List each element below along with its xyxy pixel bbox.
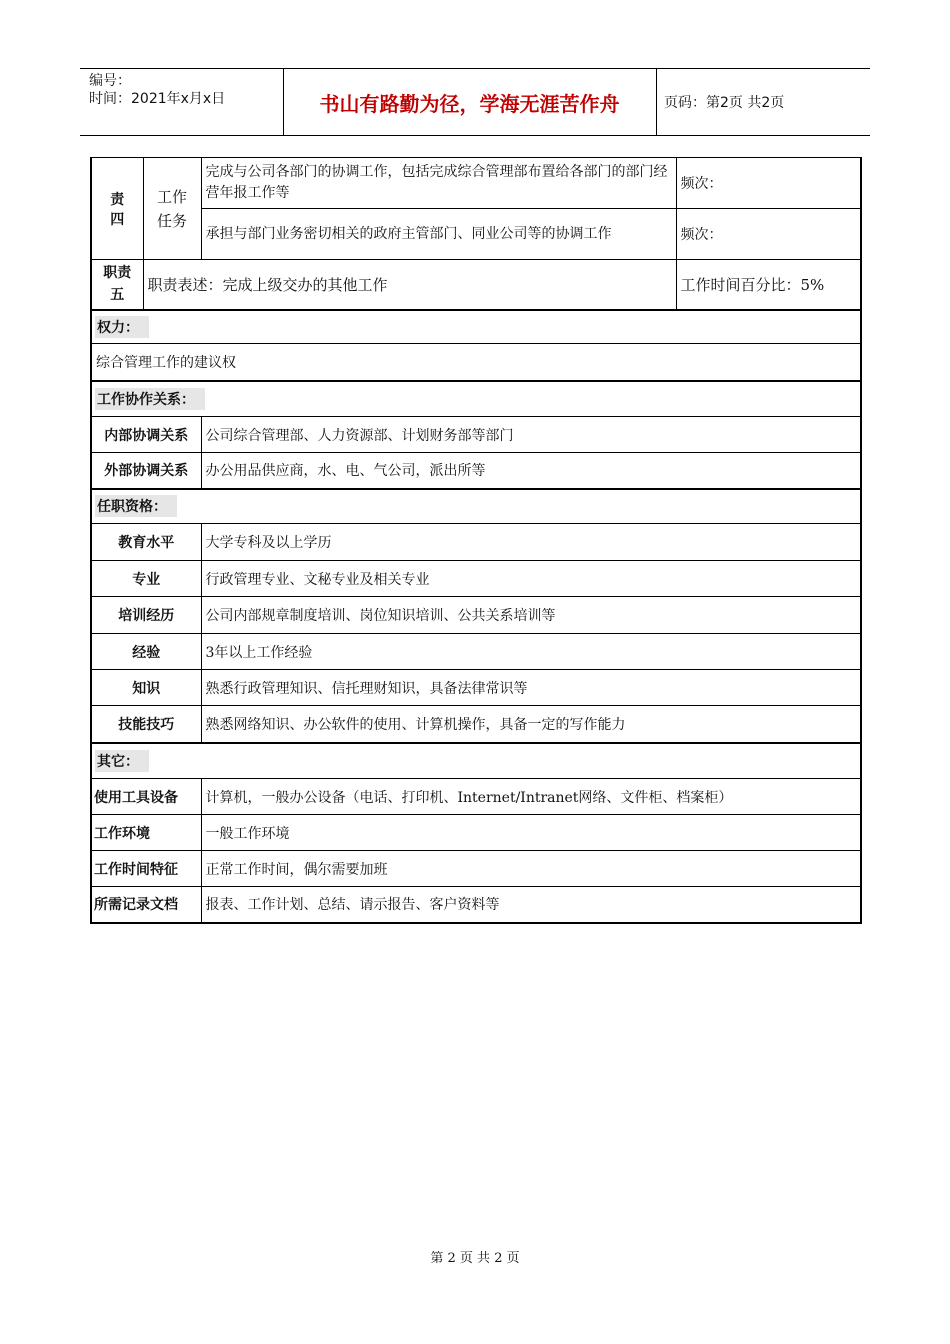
other-value: 正常工作时间，偶尔需要加班 [201, 851, 861, 887]
other-row [91, 779, 861, 815]
qualification-label: 知识 [91, 670, 201, 706]
qualification-value: 行政管理专业、文秘专业及相关专业 [201, 561, 861, 597]
relation-value: 办公用品供应商，水、电、气公司，派出所等 [201, 453, 861, 489]
other-label: 所需记录文档 [91, 887, 201, 923]
other-label: 工作时间特征 [91, 851, 201, 887]
qualification-row [91, 524, 861, 561]
document-date: 时间：2021年x月x日 [89, 91, 226, 107]
qualification-row [91, 670, 861, 706]
other-value: 一般工作环境 [201, 815, 861, 851]
qualification-label: 教育水平 [91, 524, 201, 561]
duty4-label-line1: 责 [110, 191, 125, 208]
page-header [80, 68, 870, 136]
other-header-cell [91, 743, 861, 779]
relation-label: 外部协调关系 [91, 453, 201, 489]
relation-row [91, 417, 861, 453]
page-footer: 第 2 页 共 2 页 [430, 1251, 520, 1266]
qualification-value: 3年以上工作经验 [201, 634, 861, 670]
other-title: 其它： [95, 750, 149, 772]
duty4-task-frequency: 频次： [676, 158, 861, 209]
header-left [89, 72, 225, 108]
other-row [91, 851, 861, 887]
qualification-row [91, 597, 861, 634]
relations-title: 工作协作关系： [95, 388, 205, 410]
authority-content: 综合管理工作的建议权 [91, 344, 861, 381]
duty4-task-text: 承担与部门业务密切相关的政府主管部门、同业公司等的协调工作 [201, 209, 676, 260]
other-row [91, 815, 861, 851]
task-label-line2: 任务 [156, 211, 187, 230]
duty4-task-row-2 [91, 209, 861, 260]
duty4-task-frequency: 频次： [676, 209, 861, 260]
qualification-row [91, 706, 861, 743]
qualification-value: 熟悉网络知识、办公软件的使用、计算机操作，具备一定的写作能力 [201, 706, 861, 743]
relation-value: 公司综合管理部、人力资源部、计划财务部等部门 [201, 417, 861, 453]
duty5-label-line2: 五 [110, 287, 125, 304]
duty4-task-text: 完成与公司各部门的协调工作，包括完成综合管理部布置给各部门的部门经营年报工作等 [201, 158, 676, 209]
job-description-table [90, 157, 862, 924]
qualifications-header-cell [91, 489, 861, 524]
qualification-value: 大学专科及以上学历 [201, 524, 861, 561]
duty5-label [91, 260, 143, 310]
duty4-label [91, 158, 143, 260]
qualification-label: 经验 [91, 634, 201, 670]
qualification-row [91, 634, 861, 670]
authority-header-cell [91, 310, 861, 344]
other-value: 报表、工作计划、总结、请示报告、客户资料等 [201, 887, 861, 923]
header-page-info: 页码：第2页 共2页 [664, 95, 785, 111]
duty4-task-row-1 [91, 158, 861, 209]
duty5-row [91, 260, 861, 310]
qualification-label: 培训经历 [91, 597, 201, 634]
relations-section-header [91, 381, 861, 417]
task-label-line1: 工作 [156, 187, 187, 206]
other-label: 工作环境 [91, 815, 201, 851]
other-value: 计算机，一般办公设备（电话、打印机、Internet/Intranet网络、文件柜、档案柜） [201, 779, 861, 815]
authority-title: 权力： [95, 316, 149, 338]
qualification-value: 熟悉行政管理知识、信托理财知识，具备法律常识等 [201, 670, 861, 706]
other-row [91, 887, 861, 923]
header-divider-2 [656, 68, 657, 136]
other-section-header [91, 743, 861, 779]
authority-section-header [91, 310, 861, 344]
duty5-time-percent: 工作时间百分比：5% [676, 260, 861, 310]
duty4-label-line2: 四 [110, 211, 125, 228]
header-motto: 书山有路勤为径，学海无涯苦作舟 [319, 91, 620, 116]
relation-label: 内部协调关系 [91, 417, 201, 453]
authority-content-row [91, 344, 861, 381]
qualifications-title: 任职资格： [95, 495, 177, 517]
relations-header-cell [91, 381, 861, 417]
qualification-row [91, 561, 861, 597]
other-label: 使用工具设备 [91, 779, 201, 815]
qualification-label: 技能技巧 [91, 706, 201, 743]
relation-row [91, 453, 861, 489]
qualifications-section-header [91, 489, 861, 524]
duty5-description: 职责表述：完成上级交办的其他工作 [143, 260, 676, 310]
duty5-label-line1: 职责 [103, 265, 132, 282]
document-number: 编号： [89, 73, 131, 89]
qualification-label: 专业 [91, 561, 201, 597]
qualification-value: 公司内部规章制度培训、岗位知识培训、公共关系培训等 [201, 597, 861, 634]
duty4-task-label [143, 158, 201, 260]
